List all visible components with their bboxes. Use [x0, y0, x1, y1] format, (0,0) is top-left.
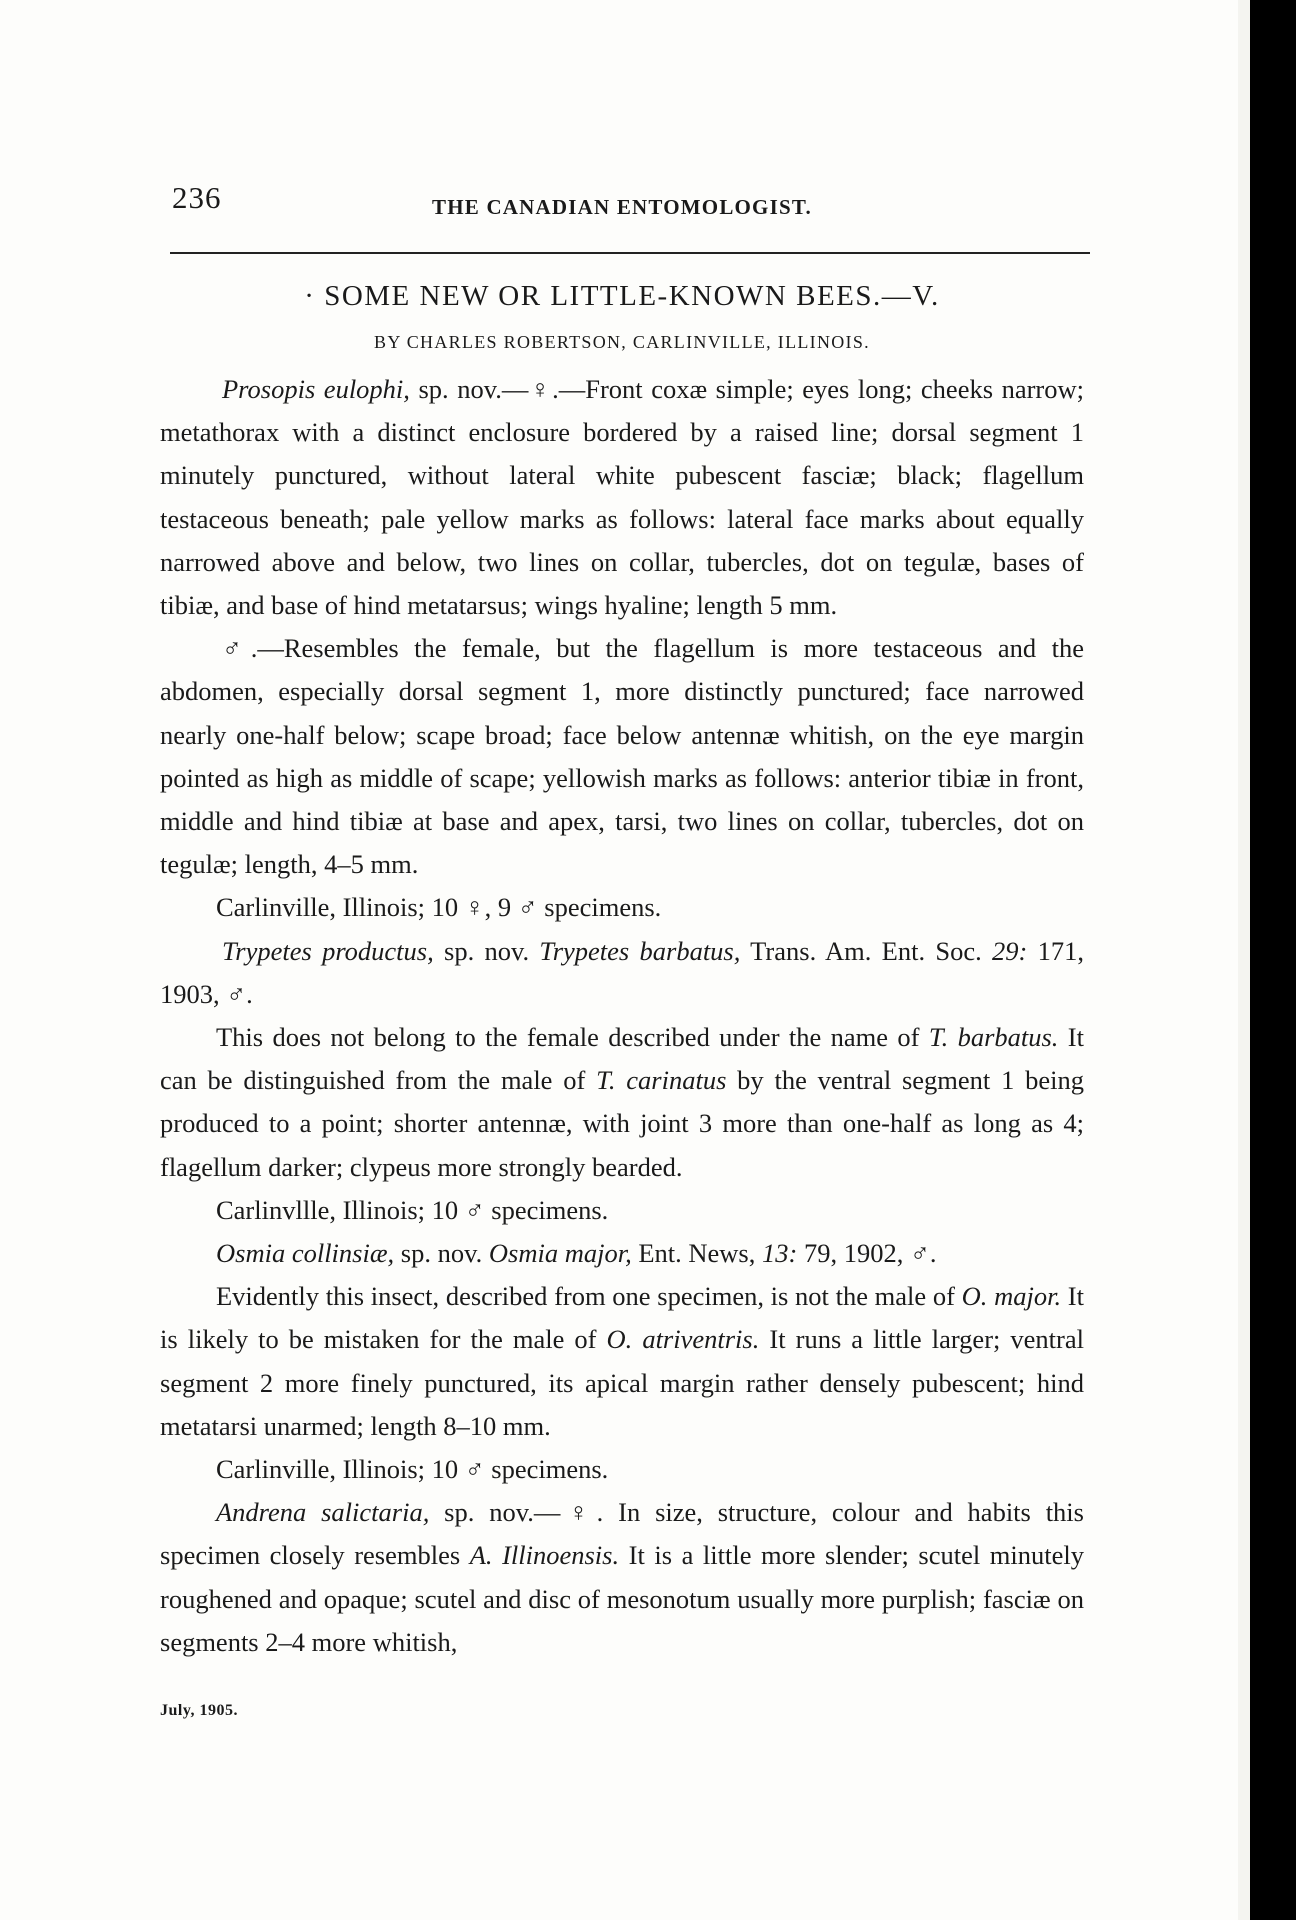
paragraph-andrena: Andrena salictaria, sp. nov.—♀. In size, structure, colour and habits this specimen closely resembles A. Illinoensis. It is a little more slender; scutel minutely roughened and opaque; scutel and disc of mesonotum usually more purplish; fasciæ on segments 2–4 more whitish, [160, 1497, 1084, 1657]
paragraph-trypetes-description: This does not belong to the female described under the name of T. barbatus. It can be distinguished from the male of T. carinatus by the ventral segment 1 being produced to a point; shorter antennæ, with joint 3 more than one-half as long as 4; flagellum darker; clypeus more strongly bearded. [160, 1022, 1084, 1182]
species-name: Trypetes productus, [222, 935, 434, 966]
article-byline: BY CHARLES ROBERTSON, CARLINVILLE, ILLINOIS. [374, 332, 870, 352]
locality-line: Carlinvllle, Illinois; 10 ♂ specimens. [216, 1194, 609, 1225]
volume-number: 29: [992, 935, 1028, 966]
paragraph-trypetes-heading: Trypetes productus, sp. nov. Trypetes barbatus, Trans. Am. Ent. Soc. 29: 171, 1903, ♂. [160, 935, 1085, 1009]
volume-number: 13: [761, 1238, 798, 1269]
paragraph-prosopis-female: Prosopis eulophi, sp. nov.—♀.—Front coxæ simple; eyes long; cheeks narrow; metathorax with a distinct enclosure bordered by a raised line; dorsal segment 1 minutely punctured, without lateral white pubescent fasciæ; black; flagellum testaceous beneath; pale yellow marks as follows: lateral face marks about equally narrowed above and below, two lines on collar, tubercles, dot on tegulæ, bases of tibiæ, and base of hind metatarsus; wings hyaline; length 5 mm. [160, 374, 1084, 621]
synonym-name: Osmia major, [488, 1238, 632, 1269]
species-name: Prosopis eulophi, [222, 374, 410, 404]
synonym-name: Trypetes barbatus, [539, 935, 741, 966]
running-title: THE CANADIAN ENTOMOLOGIST. [432, 195, 812, 219]
header-rule [170, 252, 1090, 254]
species-name: Osmia collinsiæ, [216, 1238, 395, 1269]
species-name: Andrena salictaria, [216, 1497, 430, 1528]
paragraph-osmia-description: Evidently this insect, described from one specimen, is not the male of O. major. It is likely to be mistaken for the male of O. atriventris. It runs a little larger; ventral segment 2 more finely punctured, its apical margin rather densely pubescent; hind metatarsi unarmed; length 8–10 mm. [160, 1281, 1084, 1441]
issue-date: July, 1905. [160, 1702, 238, 1719]
page-edge [1238, 0, 1250, 1920]
locality-line: Carlinville, Illinois; 10 ♂ specimens. [216, 1454, 609, 1485]
article-title: · SOME NEW OR LITTLE-KNOWN BEES.—V. [304, 280, 940, 312]
paragraph-prosopis-male: ♂.—Resembles the female, but the flagellum is more testaceous and the abdomen, especially dorsal segment 1, more distinctly punctured; face narrowed nearly one-half below; scape broad; face below antennæ whitish, on the eye margin pointed as high as middle of scape; yellowish marks as follows: anterior tibiæ in front, middle and hind tibiæ at base and apex, tarsi, two lines on collar, tubercles, dot on tegulæ; length, 4–5 mm. [160, 633, 1084, 880]
paragraph-osmia-heading: Osmia collinsiæ, sp. nov. Osmia major, Ent. News, 13: 79, 1902, ♂. [216, 1238, 937, 1269]
article-body [160, 270, 1084, 1664]
page-number: 236 [172, 180, 222, 215]
page-header [160, 180, 1084, 230]
locality-line: Carlinville, Illinois; 10 ♀, 9 ♂ specimens. [216, 892, 662, 923]
